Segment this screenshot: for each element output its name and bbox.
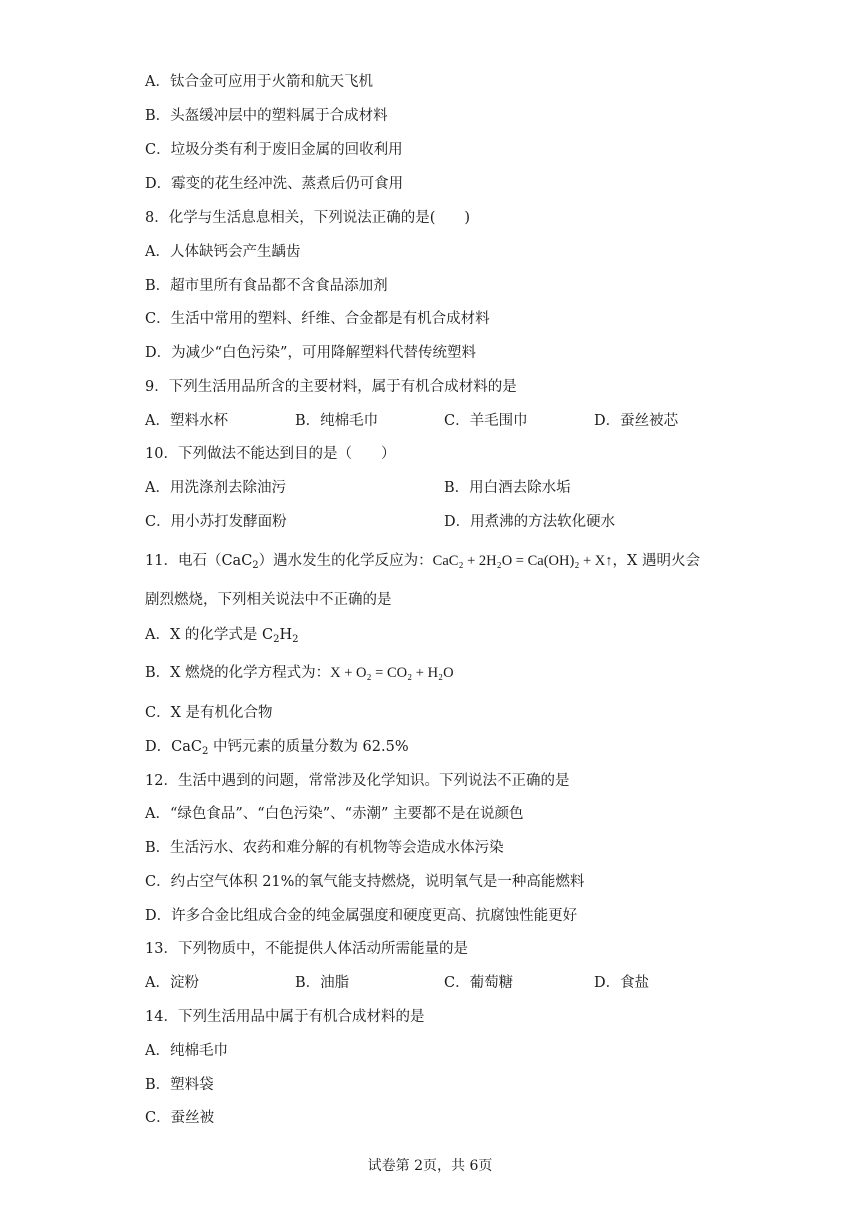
q13-option-a: A．淀粉 [145,975,199,991]
q12-option-a: A．“绿色食品”、“白色污染”、“赤潮” 主要都不是在说颜色 [145,806,524,822]
q11-stem-prefix: 11．电石（CaC [145,553,253,569]
q14-option-c: C．蚕丝被 [145,1110,215,1126]
q12-option-b: B．生活污水、农药和难分解的有机物等会造成水体污染 [145,840,504,856]
q9-option-a: A．塑料水杯 [145,413,228,429]
q10-option-b: B．用白酒去除水垢 [444,480,571,496]
q14-option-a: A．纯棉毛巾 [145,1043,228,1059]
q12-option-d: D．许多合金比组成合金的纯金属强度和硬度更高、抗腐蚀性能更好 [145,908,578,924]
q9-stem: 9．下列生活用品所含的主要材料，属于有机合成材料的是 [145,379,517,395]
q8-stem: 8．化学与生活息息相关，下列说法正确的是( ) [145,210,471,226]
q10-option-a: A．用洗涤剂去除油污 [145,480,286,496]
q8-option-b: B．超市里所有食品都不含食品添加剂 [145,278,388,294]
q13-stem: 13．下列物质中，不能提供人体活动所需能量的是 [145,941,468,957]
q12-option-c: C．约占空气体积 21%的氧气能支持燃烧，说明氧气是一种高能燃料 [145,874,585,890]
page-footer: 试卷第 2页，共 6页 [367,1158,493,1174]
q11-option-a-prefix: A．X 的化学式是 C [145,627,274,643]
q11-option-a-sub2: 2 [292,634,299,645]
q7-option-b: B．头盔缓冲层中的塑料属于合成材料 [145,108,388,124]
q8-option-d: D．为减少“白色污染”，可用降解塑料代替传统塑料 [145,345,476,361]
q10-option-c: C．用小苏打发酵面粉 [145,514,287,530]
q11-option-b-prefix: B．X 燃烧的化学方程式为： [145,665,331,681]
q13-option-c: C．葡萄糖 [444,975,514,991]
q13-option-d: D．食盐 [594,975,650,991]
q11-option-d-sub: 2 [201,746,209,757]
q8-option-c: C．生活中常用的塑料、纤维、合金都是有机合成材料 [145,311,490,327]
q14-option-b: B．塑料袋 [145,1077,214,1093]
q14-stem: 14．下列生活用品中属于有机合成材料的是 [145,1009,425,1025]
q9-option-d: D．蚕丝被芯 [594,413,679,429]
q7-option-d: D．霉变的花生经冲洗、蒸煮后仍可食用 [145,176,404,192]
q11-option-d [145,737,409,762]
q11-option-d-suffix: 中钙元素的质量分数为 62.5% [208,739,409,755]
q11-stem-line2: 剧烈燃烧，下列相关说法中不正确的是 [145,592,392,608]
q11-stem-sub: 2 [252,560,259,571]
q11-option-a-mid: H [279,627,293,643]
q13-option-b: B．油脂 [295,975,350,991]
q11-option-c: C．X 是有机化合物 [145,705,273,721]
q11-stem [145,551,700,576]
q10-option-d: D．用煮沸的方法软化硬水 [444,514,616,530]
q11-equation: CaC₂ + 2H₂O = Ca(OH)₂ + X↑ [432,553,613,569]
q11-stem-mid: ）遇水发生的化学反应为： [258,553,433,569]
q9-option-c: C．羊毛围巾 [444,413,528,429]
q11-option-a-sub1: 2 [273,634,280,645]
q7-option-c: C．垃圾分类有利于废旧金属的回收利用 [145,142,403,158]
q9-option-b: B．纯棉毛巾 [295,413,379,429]
q11-option-b [145,663,454,683]
q11-option-d-prefix: D．CaC [145,739,202,755]
q7-option-a: A．钛合金可应用于火箭和航天飞机 [145,74,373,90]
q11-option-b-equation: X + O₂ = CO₂ + H₂O [330,665,454,681]
q8-option-a: A．人体缺钙会产生龋齿 [145,244,301,260]
q12-stem: 12．生活中遇到的问题，常常涉及化学知识。下列说法不正确的是 [145,773,570,789]
q10-stem: 10．下列做法不能达到目的是（ ） [145,446,396,462]
q11-stem-suffix: ，X 遇明火会 [612,553,700,569]
q11-option-a [145,625,299,650]
